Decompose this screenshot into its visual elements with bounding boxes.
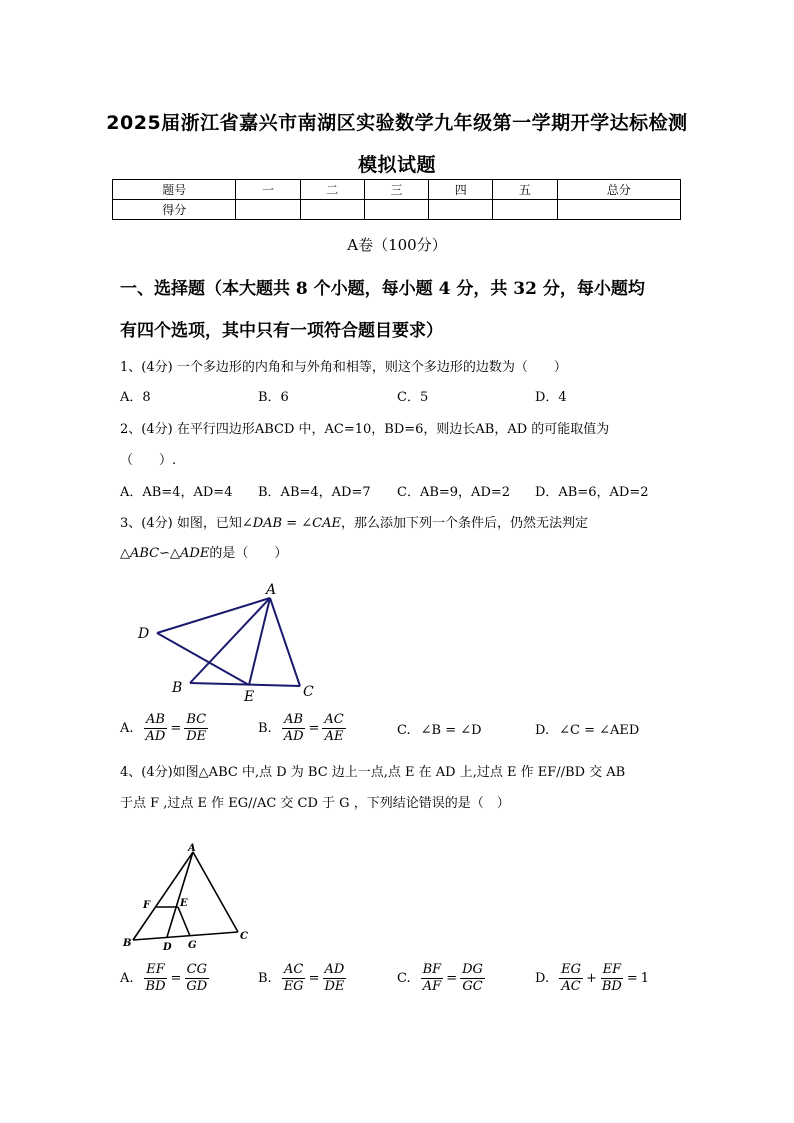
point-label-e: E bbox=[180, 898, 188, 909]
option-label: C. bbox=[397, 971, 411, 986]
numerator: EF bbox=[146, 962, 165, 977]
fraction bbox=[322, 712, 345, 745]
segment-ad bbox=[167, 852, 193, 937]
numerator: AD bbox=[324, 962, 345, 977]
option-label: D. bbox=[535, 971, 550, 986]
option-math: ∠C = ∠AED bbox=[559, 723, 640, 738]
segment-ac bbox=[270, 598, 300, 686]
score-cell[interactable] bbox=[236, 200, 300, 220]
equals-sign: = bbox=[308, 971, 320, 986]
section1-heading-line2: 有四个选项，其中只有一项符合题目要求） bbox=[120, 321, 443, 341]
q1-option-c[interactable]: C．5 bbox=[397, 390, 429, 405]
fraction bbox=[460, 962, 485, 995]
denominator: AD bbox=[145, 729, 166, 744]
numerator: CG bbox=[186, 962, 207, 977]
point-label-a: A bbox=[188, 843, 196, 854]
segment-de bbox=[157, 633, 249, 685]
q3-stem-text-b: ，那么添加下列一个条件后，仍然无法判定 bbox=[340, 516, 588, 531]
fraction bbox=[559, 962, 583, 995]
score-cell[interactable] bbox=[364, 200, 428, 220]
q3-option-c[interactable] bbox=[397, 723, 482, 738]
q1-stem: 1、(4分) 一个多边形的内角和与外角和相等，则这个多边形的边数为（ ） bbox=[120, 360, 567, 375]
score-header-cell: 四 bbox=[429, 180, 493, 200]
point-label-e: E bbox=[244, 689, 255, 703]
equals-sign: = bbox=[626, 971, 638, 986]
fraction bbox=[144, 962, 168, 995]
segment-ac bbox=[193, 852, 238, 932]
option-label: A. bbox=[120, 721, 134, 736]
equals-sign: = bbox=[170, 971, 182, 986]
score-header-cell: 三 bbox=[364, 180, 428, 200]
fraction bbox=[184, 962, 209, 995]
equals-sign: = bbox=[446, 971, 458, 986]
score-cell[interactable] bbox=[557, 200, 680, 220]
denominator: AE bbox=[324, 729, 344, 744]
score-header-cell: 题号 bbox=[113, 180, 236, 200]
fraction bbox=[282, 962, 306, 995]
denominator: BD bbox=[601, 979, 622, 994]
plus-sign: + bbox=[585, 971, 597, 986]
numerator: BC bbox=[186, 712, 207, 727]
q1-option-d[interactable]: D．4 bbox=[535, 390, 567, 405]
point-label-d: D bbox=[163, 942, 172, 953]
denominator: AD bbox=[283, 729, 304, 744]
q3-option-d[interactable] bbox=[535, 723, 639, 738]
fraction bbox=[600, 962, 624, 995]
numerator: DG bbox=[462, 962, 483, 977]
point-label-f: F bbox=[143, 900, 151, 911]
segment-eg bbox=[178, 907, 190, 936]
denominator: GC bbox=[462, 979, 483, 994]
volume-heading: A卷（100分） bbox=[347, 236, 447, 254]
segment-ab bbox=[133, 852, 193, 940]
q3-option-a[interactable] bbox=[120, 712, 208, 745]
numerator: BF bbox=[422, 962, 442, 977]
option-label: B. bbox=[258, 721, 272, 736]
point-label-c: C bbox=[240, 931, 248, 942]
q3-stem-line2-text: 的是（ ） bbox=[209, 546, 288, 561]
q3-stem-math: ∠DAB = ∠CAE bbox=[241, 516, 341, 531]
rhs-value: 1 bbox=[640, 971, 650, 986]
segment-ae bbox=[249, 598, 270, 685]
q3-stem bbox=[120, 512, 588, 531]
denominator: GD bbox=[186, 979, 208, 994]
denominator: DE bbox=[186, 729, 207, 744]
section1-heading-line1: 一、选择题（本大题共 8 个小题，每小题 4 分，共 32 分，每小题均 bbox=[120, 279, 645, 299]
denominator: AC bbox=[561, 979, 581, 994]
q3-stem-line2-math: △ABC∽△ADE bbox=[120, 546, 210, 561]
q3-option-b[interactable] bbox=[258, 712, 346, 745]
score-row-label: 得分 bbox=[113, 200, 236, 220]
numerator: AB bbox=[145, 712, 165, 727]
q4-option-c[interactable] bbox=[397, 962, 485, 995]
score-header-cell: 一 bbox=[236, 180, 300, 200]
score-cell[interactable] bbox=[429, 200, 493, 220]
point-label-g: G bbox=[188, 940, 197, 951]
numerator: AB bbox=[284, 712, 304, 727]
q1-option-a[interactable]: A．8 bbox=[120, 390, 151, 405]
fraction bbox=[322, 962, 346, 995]
q4-stem-line1: 4、(4分)如图△ABC 中,点 D 为 BC 边上一点,点 E 在 AD 上,过点 E 作 EF//BD 交 AB bbox=[120, 765, 626, 780]
segment-bc bbox=[133, 932, 238, 940]
q1-option-b[interactable]: B．6 bbox=[258, 390, 289, 405]
point-label-c: C bbox=[303, 684, 314, 700]
q4-option-a[interactable] bbox=[120, 962, 209, 995]
point-label-b: B bbox=[123, 938, 132, 949]
fraction bbox=[184, 712, 208, 745]
equals-sign: = bbox=[170, 721, 182, 736]
option-label: D. bbox=[535, 723, 550, 738]
score-header-cell: 二 bbox=[300, 180, 364, 200]
numerator: AC bbox=[324, 712, 344, 727]
option-math: ∠B = ∠D bbox=[420, 723, 482, 738]
fraction bbox=[282, 712, 306, 745]
equals-sign: = bbox=[308, 721, 320, 736]
option-label: A. bbox=[120, 971, 134, 986]
score-header-cell: 总分 bbox=[557, 180, 680, 200]
q4-stem-line2: 于点 F ,过点 E 作 EG//AC 交 CD 于 G ，下列结论错误的是（ ） bbox=[120, 796, 510, 811]
q2-option-d[interactable]: D．AB=6，AD=2 bbox=[535, 485, 649, 500]
q2-option-a[interactable]: A．AB=4，AD=4 bbox=[120, 485, 233, 500]
q3-stem-line2 bbox=[120, 542, 287, 561]
denominator: DE bbox=[324, 979, 345, 994]
doc-title-line2: 模拟试题 bbox=[357, 154, 436, 176]
q3-stem-text-a: 3、(4分) 如图，已知 bbox=[120, 516, 242, 531]
q4-option-b[interactable] bbox=[258, 962, 346, 995]
denominator: EG bbox=[283, 979, 304, 994]
point-label-b: B bbox=[172, 680, 183, 696]
score-table-score-row bbox=[113, 200, 681, 220]
point-label-d: D bbox=[138, 626, 150, 642]
numerator: EF bbox=[602, 962, 622, 977]
point-label-a: A bbox=[266, 582, 277, 598]
q2-stem-cont: （ ）. bbox=[120, 453, 177, 468]
q4-option-d[interactable] bbox=[535, 962, 649, 995]
numerator: AC bbox=[283, 962, 304, 977]
q4-figure bbox=[118, 840, 258, 955]
q2-stem: 2、(4分) 在平行四边形ABCD 中，AC=10，BD=6，则边长AB，AD 的可能取值为 bbox=[120, 422, 610, 437]
q2-option-c[interactable]: C．AB=9，AD=2 bbox=[397, 485, 511, 500]
score-table-header-row bbox=[113, 180, 681, 200]
score-header-cell: 五 bbox=[493, 180, 557, 200]
score-cell[interactable] bbox=[300, 200, 364, 220]
q2-option-b[interactable]: B．AB=4，AD=7 bbox=[258, 485, 371, 500]
fraction bbox=[421, 962, 444, 995]
score-table bbox=[112, 179, 681, 220]
denominator: BD bbox=[145, 979, 166, 994]
numerator: EG bbox=[561, 962, 581, 977]
q3-figure bbox=[130, 578, 330, 703]
denominator: AF bbox=[422, 979, 442, 994]
score-cell[interactable] bbox=[493, 200, 557, 220]
doc-title-line1: 2025届浙江省嘉兴市南湖区实验数学九年级第一学期开学达标检测 bbox=[106, 112, 688, 134]
option-label: C. bbox=[397, 723, 411, 738]
fraction bbox=[144, 712, 168, 745]
option-label: B. bbox=[258, 971, 272, 986]
